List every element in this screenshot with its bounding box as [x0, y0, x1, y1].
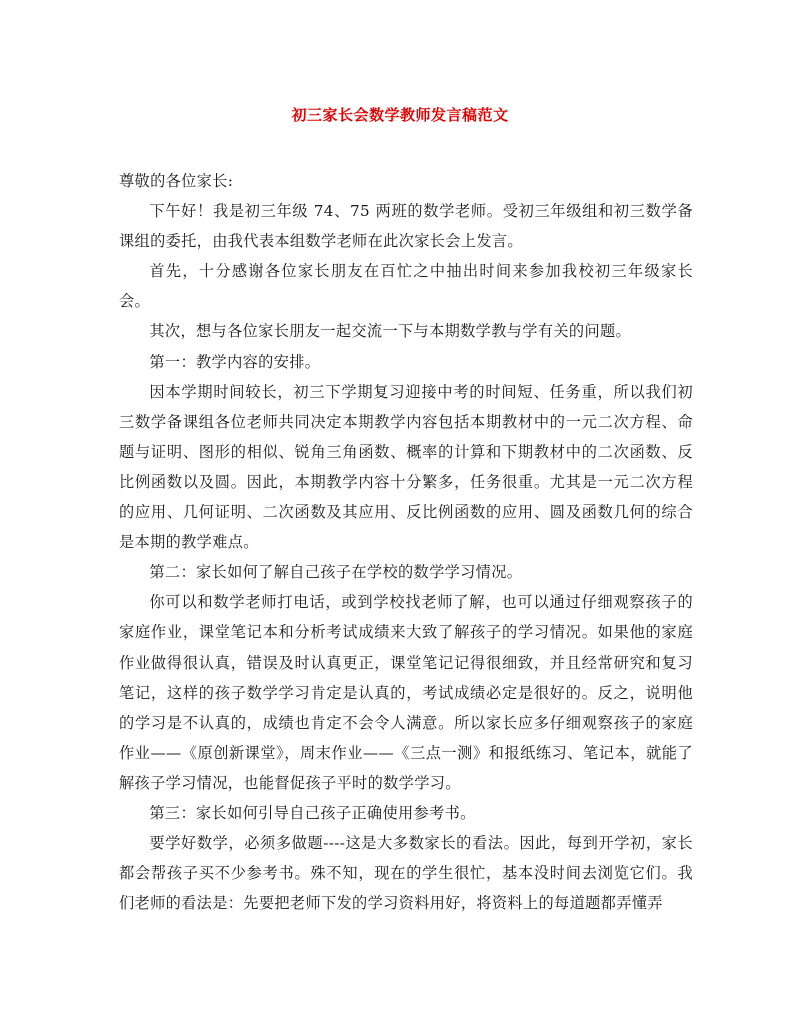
- document-title: 初三家长会数学教师发言稿范文: [291, 106, 509, 124]
- paragraph: 下午好！我是初三年级 74、75 两班的数学老师。受初三年级组和初三数学备课组的委托，由我代表本组数学老师在此次家长会上发言。: [119, 202, 693, 251]
- paragraph: 你可以和数学老师打电话，或到学校找老师了解，也可以通过仔细观察孩子的家庭作业，课堂笔记本和分析考试成绩来大致了解孩子的学习情况。如果他的家庭作业做得很认真，错误及时认真更正，课堂笔记记得很细致，并且经常研究和复习笔记，这样的孩子数学学习肯定是认真的，考试成绩必定是很好的。反之，说明他的学习是不认真的，成绩也肯定不会令人满意。所以家长应多仔细观察孩子的家庭作业——《原创新课堂》，周末作业——《三点一测》和报纸练习、笔记本，就能了解孩子学习情况，也能督促孩子平时的数学学习。: [119, 593, 693, 792]
- paragraph: 其次，想与各位家长朋友一起交流一下与本期数学教与学有关的问题。: [149, 322, 632, 341]
- salutation: 尊敬的各位家长:: [119, 172, 234, 190]
- section-heading: 第三：家长如何引导自己孩子正确使用参考书。: [149, 803, 476, 822]
- paragraph: 要学好数学，必须多做题----这是大多数家长的看法。因此，每到开学初，家长都会帮孩子买不少参考书。殊不知，现在的学生很忙，基本没时间去浏览它们。我们老师的看法是：先要把老师下发的学习资料用好，将资料上的每道题都弄懂弄: [119, 834, 693, 913]
- document-body: [119, 166, 693, 918]
- paragraph: 因本学期时间较长，初三下学期复习迎接中考的时间短、任务重，所以我们初三数学备课组各位老师共同决定本期教学内容包括本期教材中的一元二次方程、命题与证明、图形的相似、锐角三角函数、概率的计算和下期教材中的二次函数、反比例函数以及圆。因此，本期教学内容十分繁多，任务很重。尤其是一元二次方程的应用、几何证明、二次函数及其应用、反比例函数的应用、圆及函数几何的综合是本期的教学难点。: [119, 382, 693, 552]
- paragraph: 首先，十分感谢各位家长朋友在百忙之中抽出时间来参加我校初三年级家长会。: [119, 262, 693, 311]
- section-heading: 第一：教学内容的安排。: [149, 352, 321, 371]
- section-heading: 第二：家长如何了解自己孩子在学校的数学学习情况。: [149, 563, 523, 582]
